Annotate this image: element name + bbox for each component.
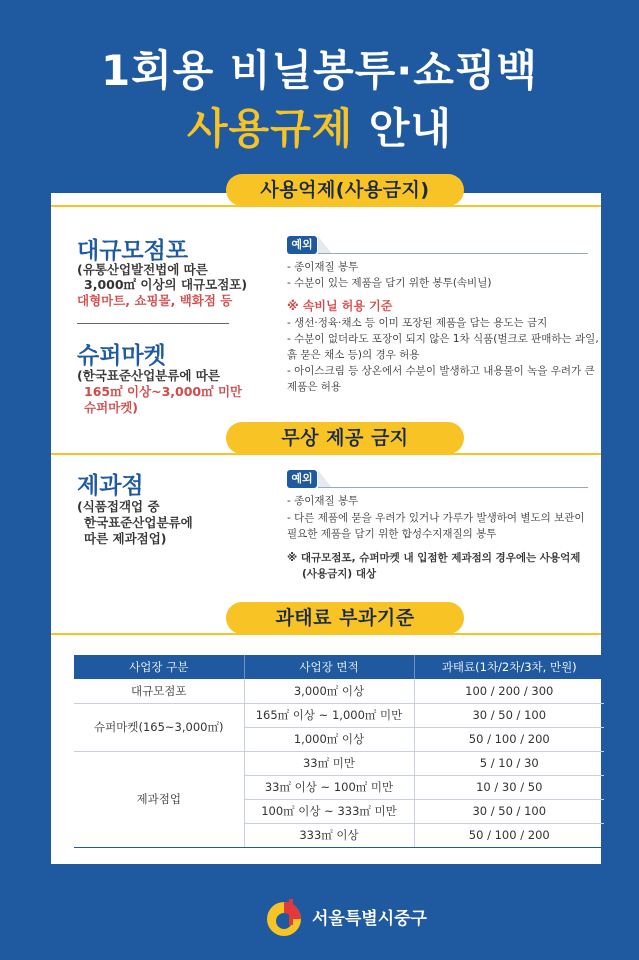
row-area: 165㎡ 이상 ~ 1,000㎡ 미만	[244, 703, 414, 727]
exception1-item-1: - 종이재질 봉투	[287, 261, 359, 273]
bakery-heading: 제과점	[77, 473, 144, 499]
exception2-item-1: - 종이재질 봉투	[287, 495, 359, 507]
exception-line-1	[318, 253, 588, 254]
inner-vinyl-item-3: 흙 묻은 채소 등)의 경우 허용	[287, 349, 420, 361]
row-fee: 5 / 10 / 30	[414, 751, 604, 775]
org-name: 서울특별시중구	[312, 909, 427, 929]
inner-vinyl-item-2: - 수분이 없더라도 포장이 되지 않은 1차 식품(벌크로 판매하는 과일,	[287, 333, 599, 345]
header-fee: 과태료(1차/2차/3차, 만원)	[414, 655, 604, 679]
large-store-sub2: 3,000㎡ 이상의 대규모점포)	[84, 277, 248, 292]
row-area: 33㎡ 이상 ~ 100㎡ 미만	[244, 775, 414, 799]
left-divider	[77, 323, 229, 324]
bakery-sub2: 한국표준산업분류에	[84, 515, 193, 530]
exception-tag-2-tail	[318, 470, 332, 488]
bakery-sub3: 따른 제과점업)	[84, 531, 167, 546]
row-fee: 50 / 100 / 200	[414, 727, 604, 751]
inner-vinyl-item-5: 제품은 허용	[287, 381, 342, 393]
exception2-item-2: - 다른 제품에 묻을 우려가 있거나 가루가 발생하여 별도의 보관이	[287, 512, 585, 524]
title-line-1: 1회용 비닐봉투·쇼핑백	[101, 46, 538, 95]
bakery-note-2: (사용금지) 대상	[302, 568, 377, 580]
large-store-heading: 대규모점포	[77, 238, 189, 264]
row-fee: 30 / 50 / 100	[414, 703, 604, 727]
supermarket-sub1: (한국표준산업분류에 따른	[77, 368, 220, 383]
title-accent: 사용규제	[186, 104, 354, 153]
row-type: 제과점업	[74, 751, 244, 847]
row-fee: 10 / 30 / 50	[414, 775, 604, 799]
row-area: 33㎡ 미만	[244, 751, 414, 775]
exception1-item-2: - 수분이 있는 제품을 담기 위한 봉투(속비닐)	[287, 277, 492, 289]
section1-pill: 사용억제(사용금지)	[226, 174, 464, 206]
row-type: 슈퍼마켓(165~3,000㎡)	[74, 703, 244, 751]
title-plain: 안내	[353, 104, 453, 153]
row-area: 1,000㎡ 이상	[244, 727, 414, 751]
title-line-2	[0, 96, 639, 156]
jung-gu-logo-icon	[262, 895, 306, 939]
supermarket-heading: 슈퍼마켓	[77, 343, 166, 369]
table-row	[74, 751, 604, 775]
exception2-item-3: 필요한 제품을 담기 위한 합성수지재질의 봉투	[287, 528, 497, 540]
supermarket-sub2: 165㎡ 이상~3,000㎡ 미만	[84, 384, 243, 399]
inner-vinyl-item-4: - 아이스크림 등 상온에서 수분이 발생하고 내용물이 녹을 우려가 큰	[287, 365, 595, 377]
row-area: 333㎡ 이상	[244, 823, 414, 847]
row-type: 대규모점포	[74, 679, 244, 703]
header-type: 사업장 구분	[74, 655, 244, 679]
section2-pill: 무상 제공 금지	[226, 422, 464, 454]
row-fee: 100 / 200 / 300	[414, 679, 604, 703]
exception-line-2	[318, 487, 588, 488]
table-row	[74, 703, 604, 727]
header-area: 사업장 면적	[244, 655, 414, 679]
table-row	[74, 679, 604, 703]
inner-vinyl-item-1: - 생선·정육·채소 등 이미 포장된 제품을 담는 용도는 금지	[287, 317, 548, 329]
row-area: 100㎡ 이상 ~ 333㎡ 미만	[244, 799, 414, 823]
section3-pill: 과태료 부과기준	[226, 602, 464, 634]
bakery-sub1: (식품접객업 중	[77, 499, 160, 514]
large-store-sub3: 대형마트, 쇼핑몰, 백화점 등	[77, 293, 233, 308]
large-store-sub1: (유통산업발전법에 따른	[77, 262, 208, 277]
supermarket-sub3: 슈퍼마켓)	[84, 400, 139, 415]
bakery-note-1: ※ 대규모점포, 슈퍼마켓 내 입점한 제과점의 경우에는 사용억제	[287, 552, 581, 564]
row-area: 3,000㎡ 이상	[244, 679, 414, 703]
exception-tag-1-tail	[318, 236, 332, 254]
exception-tag-1: 예외	[287, 236, 317, 254]
exception-tag-2: 예외	[287, 470, 317, 488]
row-fee: 50 / 100 / 200	[414, 823, 604, 847]
fee-table-header	[74, 655, 604, 679]
fee-table	[74, 655, 604, 848]
inner-vinyl-title: ※ 속비닐 허용 기준	[287, 299, 393, 313]
row-fee: 30 / 50 / 100	[414, 799, 604, 823]
